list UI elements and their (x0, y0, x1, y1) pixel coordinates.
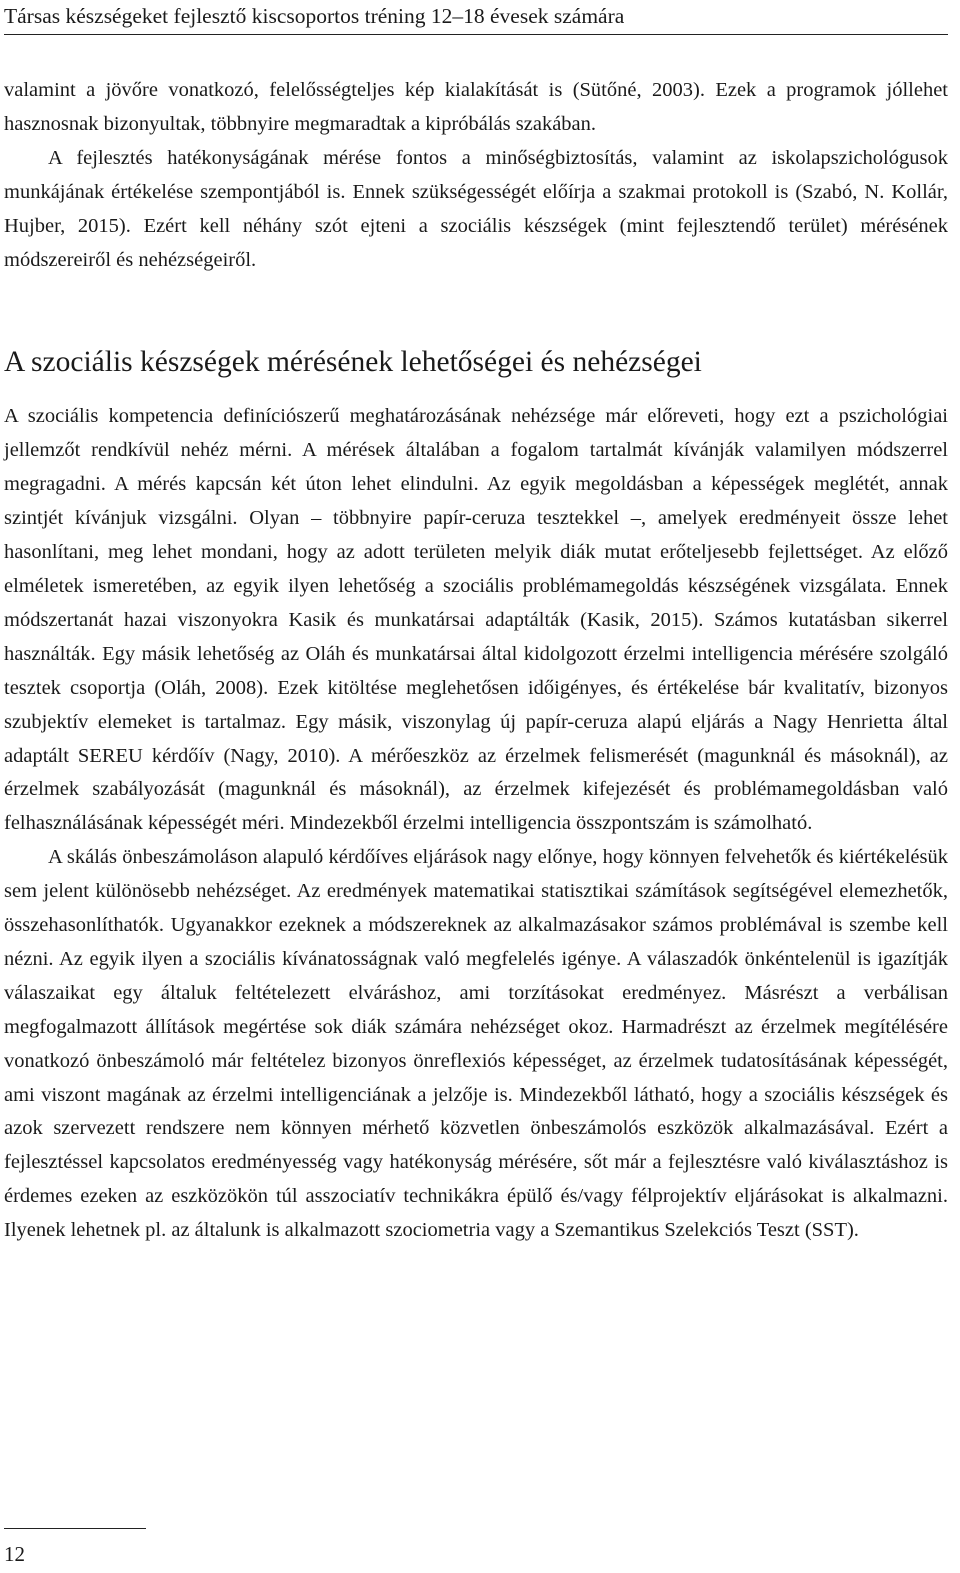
header-divider (4, 34, 948, 35)
body-paragraph-2: A fejlesztés hatékonyságának mérése fontos a minőségbiztosítás, valamint az iskolapszichológusok munkájának értékelése szempontjából is. Ennek szükségességét előírja a szakmai protokoll is (Szabó, N. Kollár, Hujber, 2015). Ezért kell néhány szót ejteni a szociális készségek (mint fejlesztendő terület) mérésének módszereiről és nehézségeiről. (4, 146, 948, 271)
body-paragraph-1: valamint a jövőre vonatkozó, felelősségteljes kép kialakítását is (Sütőné, 2003). Ezek a programok jóllehet hasznosnak bizonyultak, többnyire megmaradtak a kipróbálás szakában. (4, 79, 948, 135)
section-heading: A szociális készségek mérésének lehetőségei és nehézségei (4, 346, 702, 379)
running-header: Társas készségeket fejlesztő kiscsoportos tréning 12–18 évesek számára (4, 4, 625, 28)
page-number: 12 (4, 1542, 25, 1566)
body-paragraph-3: A szociális kompetencia definíciószerű meghatározásának nehézsége már előreveti, hogy ezt a pszichológiai jellemzőt rendkívül nehéz mérni. A mérések általában a fogalom tartalmát kívánják valamilyen módszerrel megragadni. A mérés kapcsán két úton lehet elindulni. Az egyik megoldásban a képességek meglétét, annak szintjét kívánjuk vizsgálni. Olyan – többnyire papír-ceruza tesztekkel –, amelyek eredményeit össze lehet hasonlítani, meg lehet mondani, hogy az adott területen melyik diák mutat erőteljesebb fejlettséget. Az előző elméletek ismeretében, az egyik ilyen lehetőség a szociális problémamegoldás készségének vizsgálata. Ennek módszertanát hazai viszonyokra Kasik és munkatársai adaptálták (Kasik, 2015). Számos kutatásban sikerrel használták. Egy másik lehetőség az Oláh és munkatársai által kidolgozott érzelmi intelligencia mérésére szolgáló tesztek csoportja (Oláh, 2008). Ezek kitöltése meglehetősen időigényes, és értékelése bár kvalitatív, bizonyos szubjektív elemeket is tartalmaz. Egy másik, viszonylag új papír-ceruza alapú eljárás a Nagy Henrietta által adaptált SEREU kérdőív (Nagy, 2010). A mérőeszköz az érzelmek felismerését (magunknál és másoknál), az érzelmek szabályozását (magunknál és másoknál), az érzelmek kifejezését és problémamegoldásban való felhasználásának képességét méri. Mindezekből érzelmi intelligencia összpontszám is számolható. (4, 405, 948, 835)
footer-divider (4, 1528, 146, 1529)
body-paragraph-4: A skálás önbeszámoláson alapuló kérdőíves eljárások nagy előnye, hogy könnyen felvehetők és kiértékelésük sem jelent különösebb nehézséget. Az eredmények matematikai statisztikai számítások segítségével elemezhetők, összehasonlíthatók. Ugyanakkor ezeknek a módszereknek az alkalmazásakor számos problémával is szembe kell nézni. Az egyik ilyen a szociális kívánatosságnak való megfelelés igénye. A válaszadók önkéntelenül is igazítják válaszaikat egy általuk feltételezett elváráshoz, ami torzításokat eredményez. Másrészt a verbálisan megfogalmazott állítások megértése sok diák számára nehézséget okoz. Harmadrészt az érzelmek megítélésére vonatkozó önbeszámoló már feltételez bizonyos önreflexiós képességet, az érzelmek tudatosításának képességét, ami viszont magának az érzelmi intelligenciának a jelzője is. Mindezekből látható, hogy a szociális készségek és azok szervezett rendszere nem könnyen mérhető közvetlen önbeszámolós eszközök alkalmazásával. Ezért a fejlesztéssel kapcsolatos eredményesség vagy hatékonyság mérésére, sőt már a fejlesztésre való kiválasztáshoz is érdemes ezeken az eszközökön túl asszociatív technikákra épülő és/vagy félprojektív eljárásokat is alkalmazni. Ilyenek lehetnek pl. az általunk is alkalmazott szociometria vagy a Szemantikus Szelekciós Teszt (SST). (4, 846, 948, 1242)
document-page (4, 0, 948, 1248)
